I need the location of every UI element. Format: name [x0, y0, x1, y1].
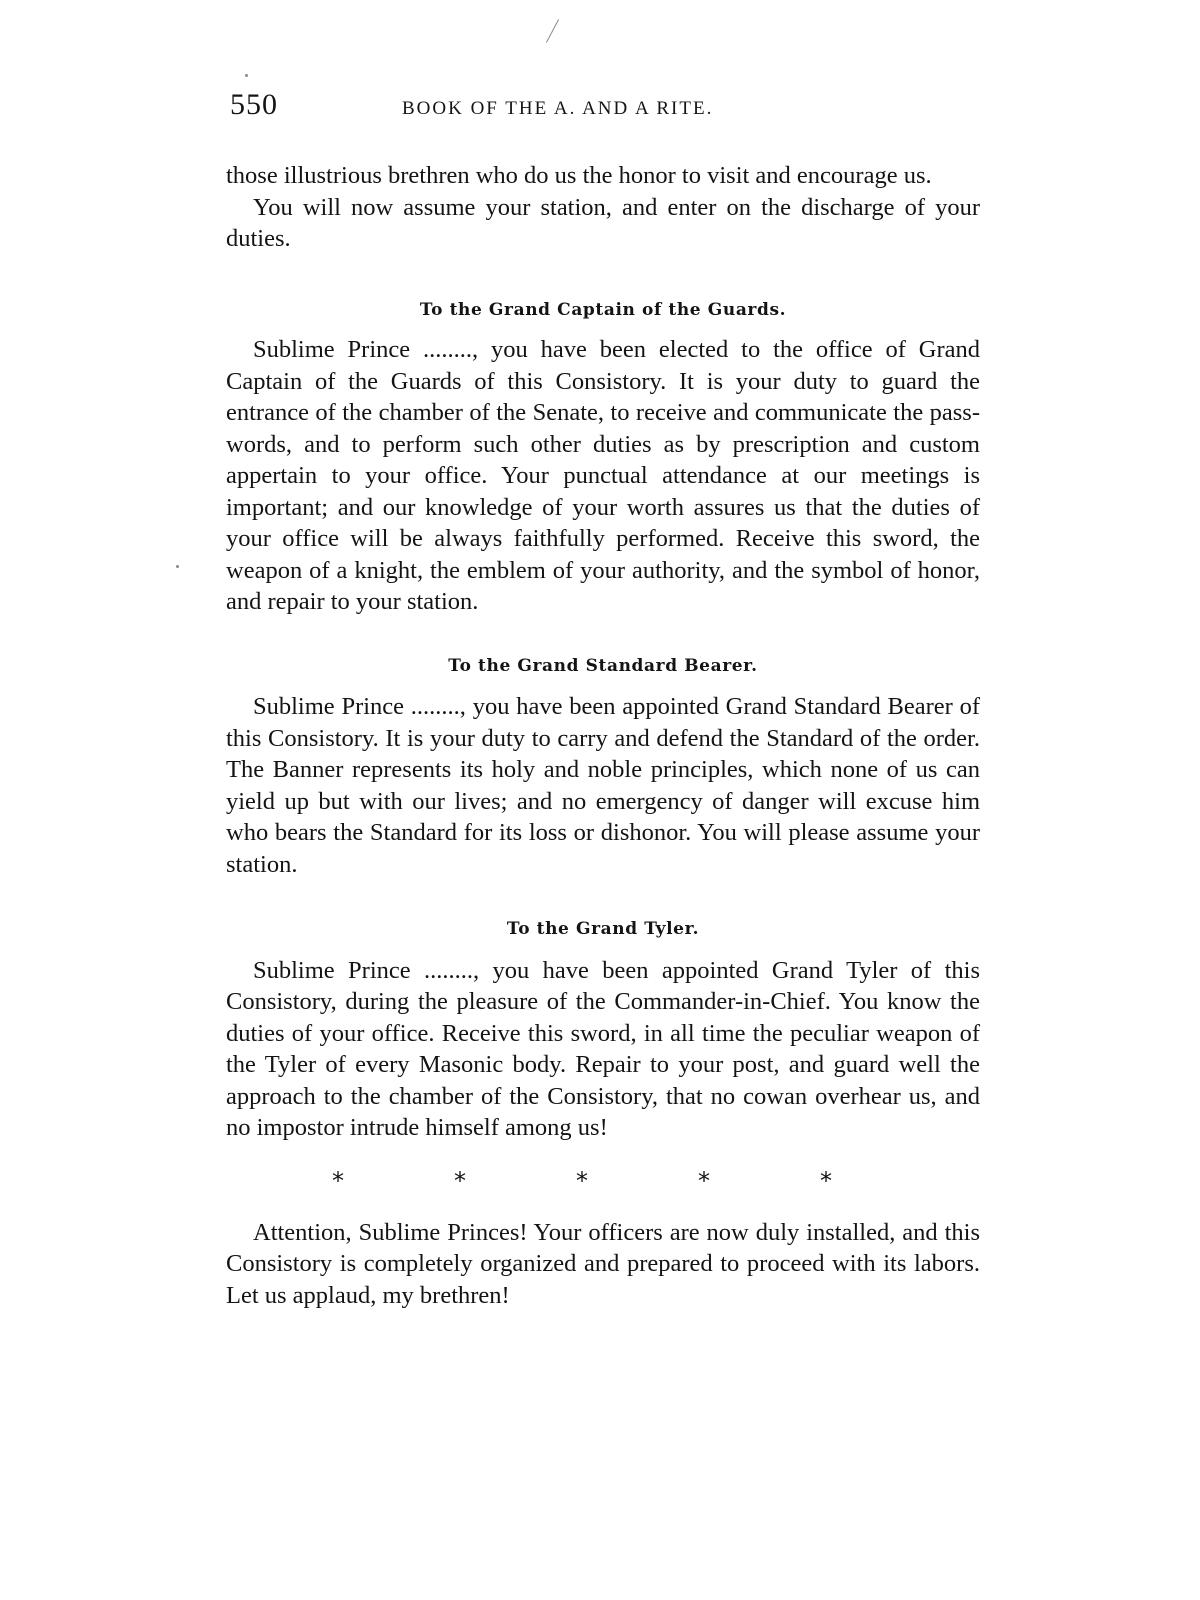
page-body — [226, 160, 980, 1311]
pencil-mark — [546, 19, 559, 42]
separator-star: * — [332, 1166, 344, 1195]
section-heading: To the Grand Captain of the Guards. — [419, 299, 787, 320]
section-paragraph: Sublime Prince ........, you have been appointed Grand Tyler of this Consistory, during the pleasure of the Commander-in-Chief. You know the duties of your office. Receive this sword, in all time the peculiar weapon of the Tyler of every Masonic body. Repair to your post, and guard well the approach to the chamber of the Consistory, that no cowan overhear us, and no impostor intrude himself among us! — [226, 956, 980, 1141]
separator-star: * — [576, 1166, 588, 1195]
separator-star: * — [820, 1166, 832, 1195]
separator-star: * — [698, 1166, 710, 1195]
separator-star: * — [454, 1166, 466, 1195]
section-separator — [332, 1166, 832, 1195]
page-header — [230, 88, 990, 138]
running-title: BOOK OF THE A. AND A RITE. — [402, 98, 714, 119]
section-heading: To the Grand Standard Bearer. — [448, 655, 758, 676]
ink-speck — [245, 74, 248, 77]
section-paragraph: Sublime Prince ........, you have been elected to the office of Grand Captain of the Guards of this Consistory. It is your duty to guard the entrance of the chamber of the Senate, to receive and communicate the pass-words, and to perform such other duties as by prescription and custom appertain to your office. Your punctual attendance at our meetings is important; and our knowledge of your worth assures us that the duties of your office will be always faithfully performed. Receive this sword, the weapon of a knight, the emblem of your authority, and the symbol of honor, and repair to your station. — [226, 336, 980, 615]
ink-speck — [176, 565, 179, 568]
continuation-paragraph: those illustrious brethren who do us the honor to visit and encourage us. — [226, 162, 932, 189]
section-heading: To the Grand Tyler. — [506, 919, 700, 939]
page-number: 550 — [230, 88, 278, 121]
paragraph: You will now assume your station, and enter on the discharge of your duties. — [226, 193, 980, 252]
closing-paragraph: Attention, Sublime Princes! Your officers are now duly installed, and this Consistory is completely organized and prepared to proceed with its labors. Let us applaud, my brethren! — [226, 1218, 980, 1309]
section-paragraph: Sublime Prince ........, you have been appointed Grand Standard Bearer of this Consistory. It is your duty to carry and defend the Standard of the order. The Banner represents its holy and noble principles, which none of us can yield up but with our lives; and no emergency of danger will excuse him who bears the Standard for its loss or dishonor. You will please assume your station. — [226, 693, 980, 878]
